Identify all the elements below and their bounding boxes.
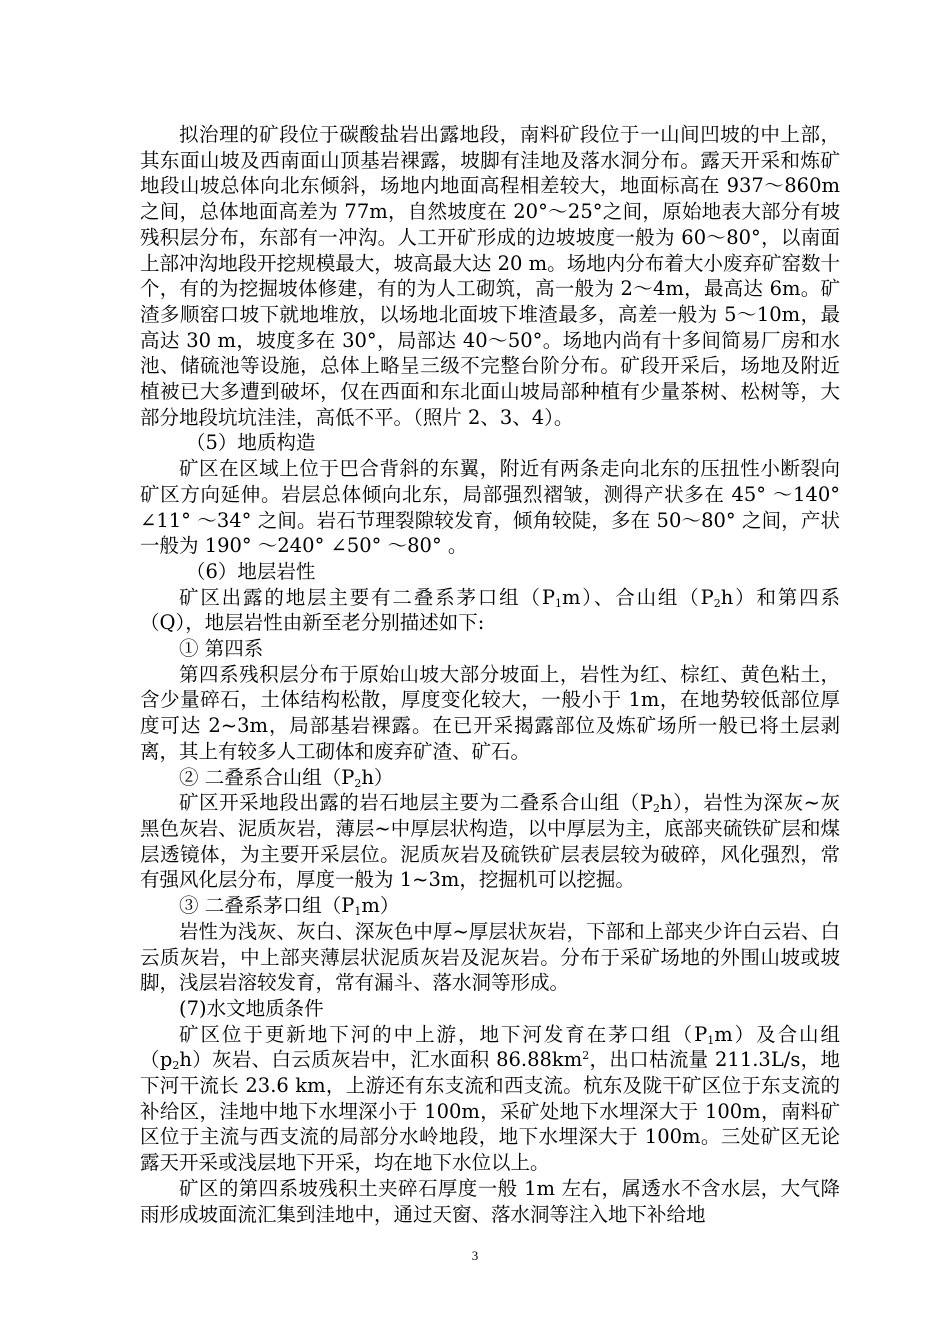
text-run: ③ 二叠系茅口组（P <box>179 894 355 918</box>
text-run: 2 <box>582 1049 590 1063</box>
text-run: m） <box>361 894 400 918</box>
text-run: ① 第四系 <box>179 637 264 661</box>
text-run: ，出口枯流量 211.3L/s，地下河干流长 23.6 km，上游还有东支流和西支流。杭东及陇干矿区位于东支流的补给区，洼地中地下水埋深小于 100m，采矿处地下水埋深大于 100m，南料矿区位于主流与西支流的局部分水岭地段，地下水埋深大于 100m。三处矿区无论露天开采或浅层地下开采，均在地下水位以上。 <box>140 1048 841 1175</box>
text-run: （6）地层岩性 <box>186 559 316 583</box>
text-run: m）、合山组（P <box>561 585 714 609</box>
text-run: h） <box>361 765 394 789</box>
paragraph <box>140 585 840 636</box>
text-run: 2 <box>653 802 660 816</box>
text-run: m）及合山组（p <box>140 1022 841 1072</box>
section-heading <box>140 765 840 791</box>
text-run: (7)水文地质条件 <box>179 996 324 1020</box>
text-run: 2 <box>354 776 362 790</box>
text-run: 矿区出露的地层主要有二叠系茅口组（P <box>179 585 555 609</box>
section-heading <box>140 559 840 585</box>
paragraph <box>140 790 840 893</box>
section-heading <box>140 893 840 919</box>
text-run: 第四系残积层分布于原始山坡大部分坡面上，岩性为红、棕红、黄色粘土，含少量碎石，土体结构松散，厚度变化较大，一般小于 1m，在地势较低部位厚度可达 2~3m，局部基岩裸露。在已开采揭露部位及炼矿场所一般已将土层剥离，其上有较多人工砌体和废弃矿渣、矿石。 <box>140 662 840 763</box>
text-run: 1 <box>554 596 562 610</box>
paragraph <box>140 919 840 996</box>
text-run: 2 <box>713 596 721 610</box>
text-run: 矿区的第四系坡残积土夹碎石厚度一般 1m 左右，属透水不含水层，大气降雨形成坡面流汇集到洼地中，通过天窗、落水洞等注入地下补给地 <box>140 1176 840 1226</box>
section-heading <box>140 636 840 662</box>
paragraph <box>140 122 840 430</box>
text-run: 拟治理的矿段位于碳酸盐岩出露地段，南料矿段位于一山间凹坡的中上部，其东面山坡及西南面山顶基岩裸露，坡脚有洼地及落水洞分布。露天开采和炼矿地段山坡总体向北东倾斜，场地内地面高程相差较大，地面标高在 937～860m 之间，总体地面高差为 77m，自然坡度在 20°～25°之间，原始地表大部分有坡残积层分布，东部有一冲沟。人工开矿形成的边坡坡度一般为 60～80°，以南面上部冲沟地段开挖规模最大，坡高最大达 20 m。场地内分布着大小废弃矿窑数十个，有的为挖掘坡体修建，有的为人工砌筑，高一般为 2～4m，最高达 6m。矿渣多顺窑口坡下就地堆放，以场地北面坡下堆渣最多，高差一般为 5～10m，最高达 30 m，坡度多在 30°，局部达 40～50°。场地内尚有十多间简易厂房和水池、储硫池等设施，总体上略呈三级不完整台阶分布。矿段开采后，场地及附近植被已大多遭到破坏，仅在西面和东北面山坡局部种植有少量茶树、松树等，大部分地段坑坑洼洼，高低不平。（照片 2、3、4）。 <box>140 123 840 429</box>
text-run: 矿区开采地段出露的岩石地层主要为二叠系合山组（P <box>179 791 653 815</box>
text-run: 矿区位于更新地下河的中上游，地下河发育在茅口组（P <box>179 1022 708 1046</box>
text-run: h）灰岩、白云质灰岩中，汇水面积 86.88km <box>179 1048 583 1072</box>
body-text <box>140 122 840 1227</box>
paragraph <box>140 662 840 765</box>
text-run: 1 <box>354 905 362 919</box>
section-heading <box>140 996 840 1022</box>
text-run: h）和第四系（Q），地层岩性由新至老分别描述如下: <box>140 585 840 635</box>
text-run: （5）地质构造 <box>186 431 316 455</box>
page-number: 3 <box>471 1248 479 1263</box>
text-run: 2 <box>172 1059 180 1073</box>
text-run: 1 <box>707 1033 715 1047</box>
paragraph <box>140 1022 840 1176</box>
paragraph <box>140 456 840 559</box>
text-run: 岩性为浅灰、灰白、深灰色中厚~厚层状灰岩，下部和上部夹少许白云岩、白云质灰岩，中上部夹薄层状泥质灰岩及泥灰岩。分布于采矿场地的外围山坡或坡脚，浅层岩溶较发育，常有漏斗、落水洞等形成。 <box>140 919 840 995</box>
section-heading <box>140 430 840 456</box>
text-run: ② 二叠系合山组（P <box>179 765 355 789</box>
paragraph <box>140 1176 840 1227</box>
text-run: h），岩性为深灰~灰黑色灰岩、泥质灰岩，薄层~中厚层状构造，以中厚层为主，底部夹硫铁矿层和煤层透镜体，为主要开采层位。泥质灰岩及硫铁矿层表层较为破碎，风化强烈，常有强风化层分布，厚度一般为 1~3m，挖掘机可以挖掘。 <box>140 791 840 892</box>
text-run: 矿区在区域上位于巴合背斜的东翼，附近有两条走向北东的压扭性小断裂向矿区方向延伸。岩层总体倾向北东，局部强烈褶皱，测得产状多在 45° ～140° ∠11° ～34° 之间。岩石节理裂隙较发育，倾角较陡，多在 50～80° 之间，产状一般为 190° ～240° ∠50° ～80° 。 <box>140 457 840 558</box>
